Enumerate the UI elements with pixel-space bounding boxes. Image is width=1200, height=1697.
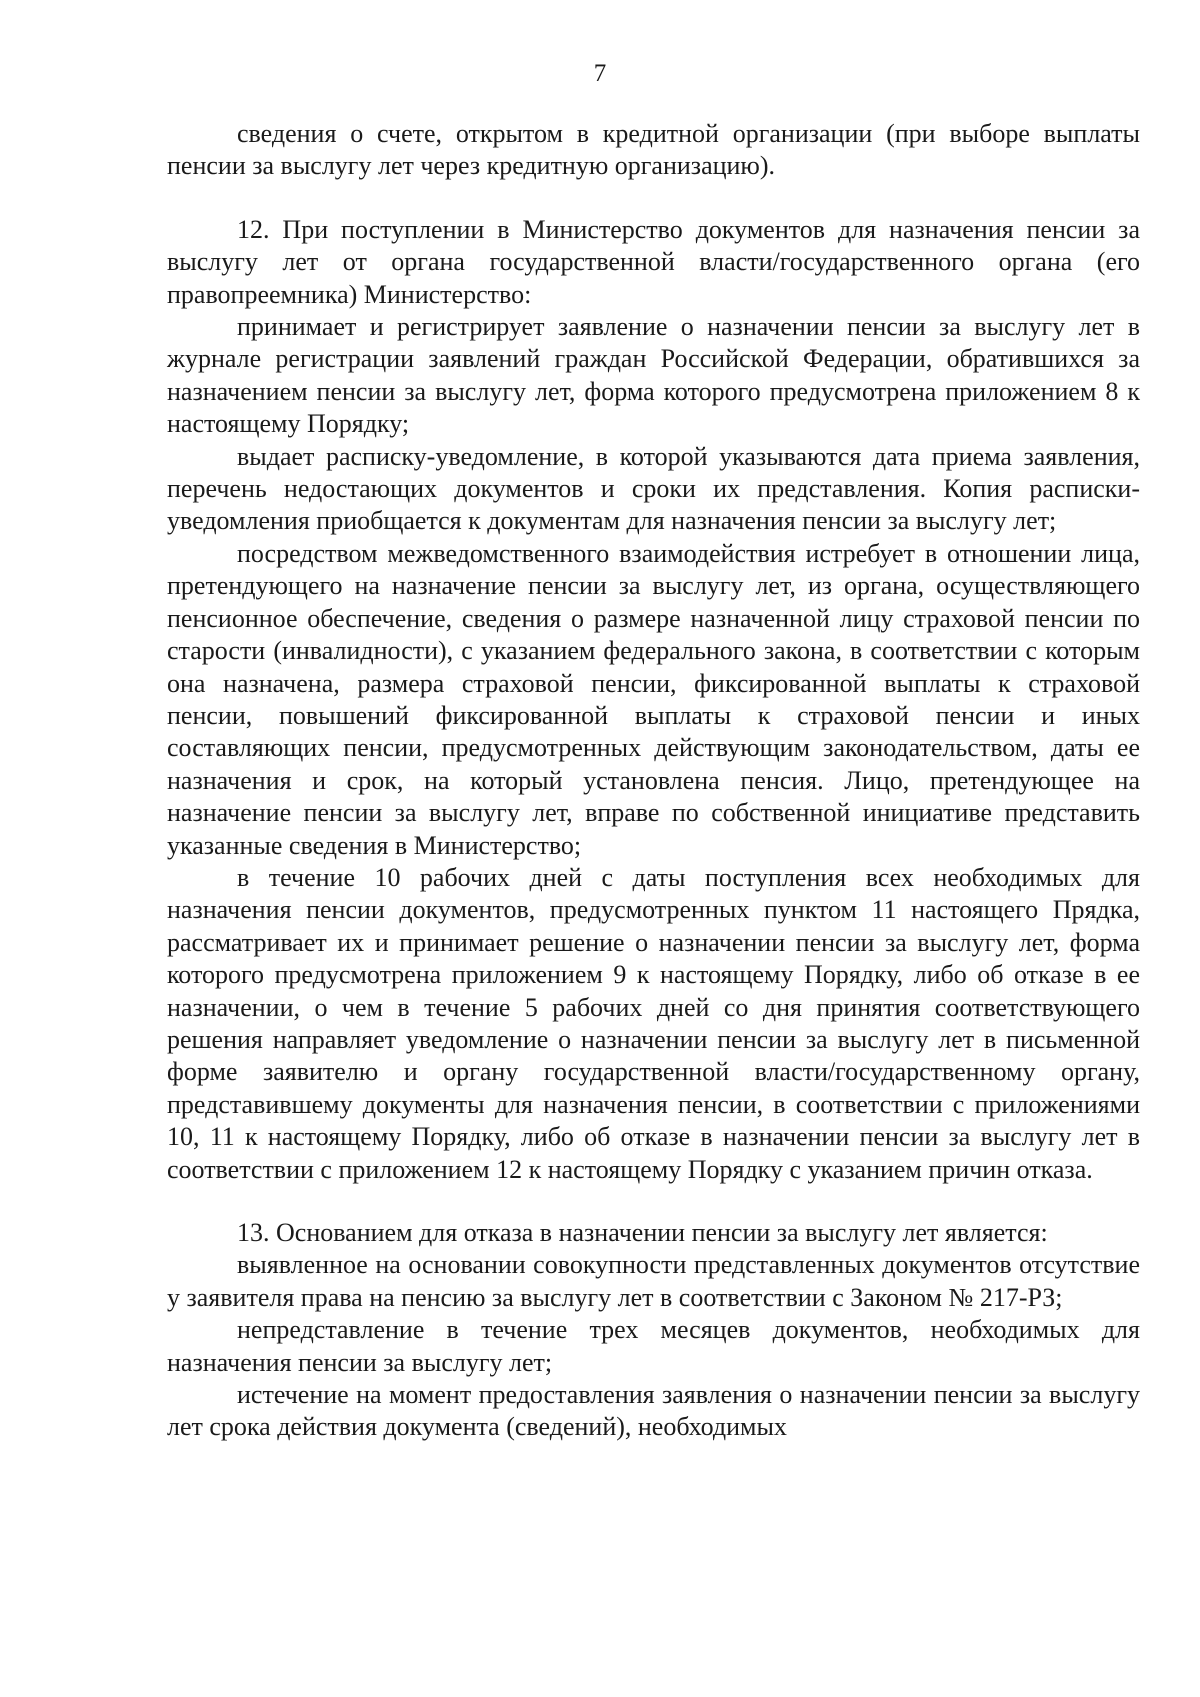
paragraph-decision-term: в течение 10 рабочих дней с даты поступления всех необходимых для назначения пенсии документов, предусмотренных пунктом 11 настоящего Прядка, рассматривает их и принимает решение о назначении пенсии за выслугу лет, форма которого предусмотрена приложением 9 к настоящему Порядку, либо об отказе в ее назначении, о чем в течение 5 рабочих дней со дня принятия соответствующего решения направляет уведомление о назначении пенсии за выслугу лет в письменной форме заявителю и органу государственной власти/государственному органу, представившему документы для назначения пенсии, в соответствии с приложениями 10, 11 к настоящему Порядку, либо об отказе в назначении пенсии за выслугу лет в соответствии с приложением 12 к настоящему Порядку с указанием причин отказа. [167,862,1140,1184]
paragraph-account-info: сведения о счете, открытом в кредитной организации (при выборе выплаты пенсии за выслугу лет через кредитную организацию). [167,119,1140,181]
paragraph-expiration: истечение на момент предоставления заявления о назначении пенсии за выслугу лет срока действия документа (сведений), необходимых [167,1380,1140,1442]
paragraph-non-submission: непредставление в течение трех месяцев документов, необходимых для назначения пенсии за выслугу лет; [167,1315,1140,1377]
paragraph-item-13: 13. Основанием для отказа в назначении пенсии за выслугу лет является: [237,1218,1048,1247]
paragraph-registration: принимает и регистрирует заявление о назначении пенсии за выслугу лет в журнале регистрации заявлений граждан Российской Федерации, обратившихся за назначением пенсии за выслугу лет, форма которого предусмотрена приложением 8 к настоящему Порядку; [167,312,1140,439]
paragraph-item-12: 12. При поступлении в Министерство документов для назначения пенсии за выслугу лет от органа государственной власти/государственного органа (его правопреемника) Министерство: [167,214,1140,309]
document-body [167,118,1140,1444]
paragraph-interagency-request: посредством межведомственного взаимодействия истребует в отношении лица, претендующего на назначение пенсии за выслугу лет, из органа, осуществляющего пенсионное обеспечение, сведения о размере назначенной лицу страховой пенсии по старости (инвалидности), с указанием федерального закона, в соответствии с которым она назначена, размера страховой пенсии, фиксированной выплаты к страховой пенсии, повышений фиксированной выплаты к страховой пенсии и иных составляющих пенсии, предусмотренных действующим законодательством, даты ее назначения и срок, на который установлена пенсия. Лицо, претендующее на назначение пенсии за выслугу лет, вправе по собственной инициативе представить указанные сведения в Министерство; [167,538,1140,860]
paragraph-receipt-notice: выдает расписку-уведомление, в которой указываются дата приема заявления, перечень недостающих документов и сроки их представления. Копия расписки-уведомления приобщается к документам для назначения пенсии за выслугу лет; [167,441,1140,536]
page-number: 7 [593,60,607,87]
paragraph-no-right: выявленное на основании совокупности представленных документов отсутствие у заявителя права на пенсию за выслугу лет в соответствии с Законом № 217-РЗ; [167,1250,1140,1312]
